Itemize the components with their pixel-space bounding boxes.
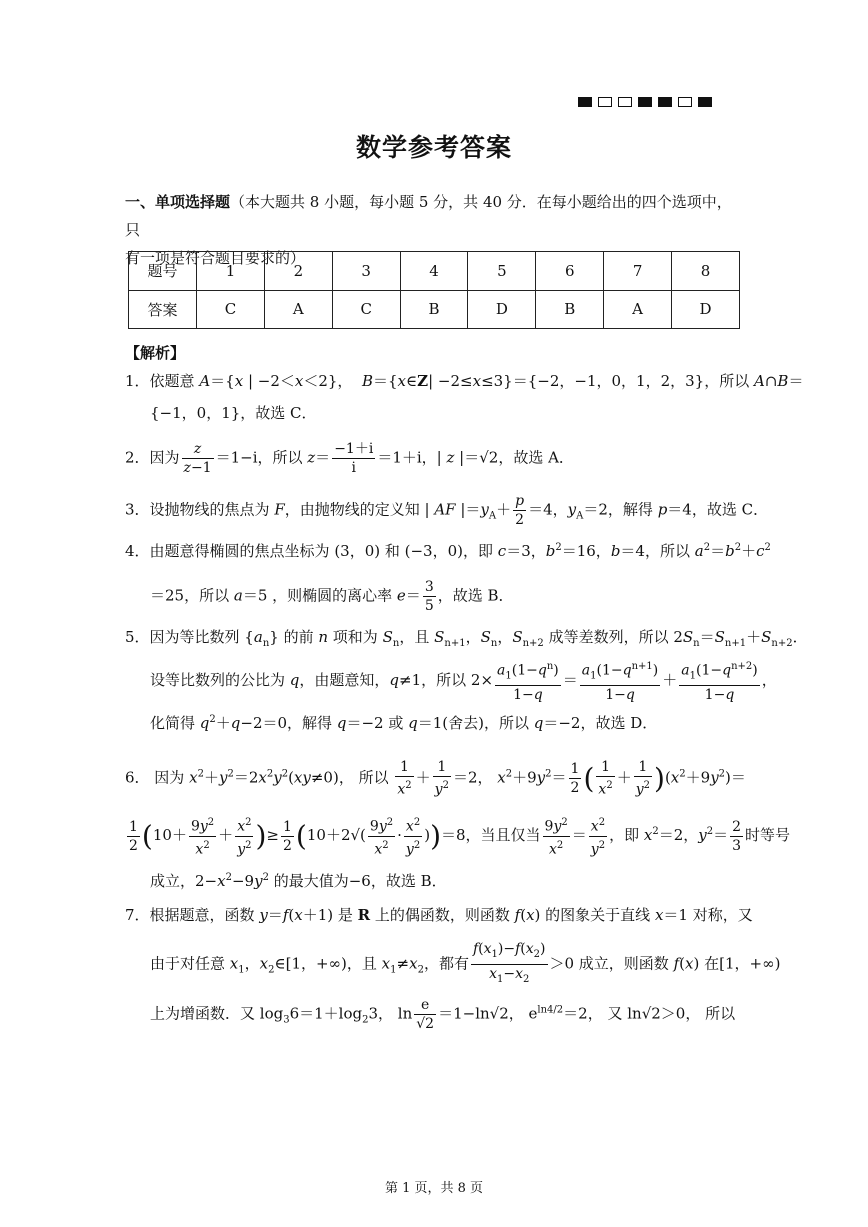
header-marks <box>578 97 712 109</box>
question-number: 6 <box>536 252 604 291</box>
answer-cell: A <box>264 290 332 329</box>
solution-6-cont: $\frac{1}{2}$ (10＋ $\frac{9y^2}{x^2}$ ＋ $\frac{x^2}{y^2}$ )≥ $\frac{1}{2}$ (10＋2√( $\frac{9y^2}{x^2}$ · $\frac{x^2}{y^2}$ ))＝8，当且仅当 $\frac{9y^2}{x^2}$ ＝ $\frac{x^2}{y^2}$ ，即 $x^2=2$，$y^2=$ $\frac{2}{3}$ 时等号 <box>125 814 745 858</box>
solution-5: 5．因为等比数列 $\{a_n\}$ 的前 n 项和为 $S_n$，且 $S_{n+1}$，$S_n$，$S_{n+2}$ 成等差数列，所以 $2S_n=S_{n+1}+S_{n+2}$． <box>125 628 808 649</box>
question-number: 4 <box>400 252 468 291</box>
solution-3: 3．设抛物线的焦点为 F，由抛物线的定义知 | AF $|=y_A+$ $\frac{p}{2}$ ＝4，$y_A=2$，解得 p＝4，故选 C． <box>125 493 769 528</box>
solution-5-cont: 设等比数列的公比为 q，由题意知，q≠1，所以 2× $\frac{a_1(1-q^n)}{1-q}$ ＝ $\frac{a_1(1-q^{n+1})}{1-q}$ ＋ $\frac{a_1(1-q^{n+2})}{1-q}$ ， <box>150 658 745 704</box>
question-number: 7 <box>604 252 672 291</box>
analysis-label: 【解析】 <box>125 344 186 362</box>
solution-6-cont2: 成立，$2-x^2-9y^2$ 的最大值为−6，故选 B． <box>150 872 447 890</box>
row-label: 答案 <box>129 290 197 329</box>
question-number: 5 <box>468 252 536 291</box>
solution-5-cont2: 化简得 $q^2+q-2=0$，解得 q＝−2 或 q＝1(舍去)，所以 q＝−2，故选 D． <box>150 714 658 732</box>
page-title: 数学参考答案 <box>355 133 512 162</box>
question-number: 8 <box>672 252 740 291</box>
answer-cell: B <box>536 290 604 329</box>
solution-1: 1．依题意 A＝{x | −2＜x＜2}， B＝{x∈Z| −2≤x≤3}＝{−2，−1，0，1，2，3}，所以 A∩B＝ <box>125 372 804 390</box>
solution-7-cont2: 上为增函数．又 $\log_36=1+\log_23$， ln $\frac{e}{√2}$ ＝1−ln√2， $e^{ln4/2}=2$， 又 ln√2＞0， 所以 <box>150 997 736 1032</box>
solution-1-cont: {−1，0，1}，故选 C． <box>150 404 317 422</box>
question-number: 2 <box>264 252 332 291</box>
section-desc: （本大题共 8 小题，每小题 5 分，共 40 分．在每小题给出的四个选项中，只 <box>125 193 732 239</box>
header-mark <box>698 97 712 107</box>
solution-4-cont: ＝25，所以 a＝5 ，则椭圆的离心率 e＝ $\frac{3}{5}$ ，故选 B． <box>150 579 514 614</box>
solution-7-cont: 由于对任意 $x_1$，$x_2\in[1$，+∞)，且 $x_1\ne x_2$，都有 $\frac{f(x_1)-f(x_2)}{x_1-x_2}$ ＞0 成立，则函数 f(x) 在[1，+∞) <box>150 941 781 985</box>
answer-cell: B <box>400 290 468 329</box>
answer-cell: C <box>332 290 400 329</box>
answer-cell: C <box>197 290 265 329</box>
header-mark <box>678 97 692 107</box>
answer-cell: D <box>672 290 740 329</box>
answer-cell: D <box>468 290 536 329</box>
header-mark <box>598 97 612 107</box>
table-row <box>129 252 740 291</box>
row-label: 题号 <box>129 252 197 291</box>
solution-2: 2．因为 $\frac{z}{z-1}$ ＝1−i，所以 z＝ $\frac{-1+i}{i}$ ＝1＋i，| z |＝√2，故选 A． <box>125 441 574 476</box>
section-desc-cont: 有一项是符合题目要求的） <box>125 249 306 267</box>
header-mark <box>638 97 652 107</box>
header-mark <box>578 97 592 107</box>
question-number: 3 <box>332 252 400 291</box>
question-number: 1 <box>197 252 265 291</box>
table-row <box>129 290 740 329</box>
solution-7: 7．根据题意，函数 y＝f(x＋1) 是 R 上的偶函数，则函数 f(x) 的图象关于直线 x＝1 对称，又 <box>125 906 753 924</box>
section-title: 一、单项选择题 <box>125 193 231 211</box>
page-footer: 第 1 页，共 8 页 <box>384 1181 484 1196</box>
header-mark <box>618 97 632 107</box>
answer-cell: A <box>604 290 672 329</box>
answer-table <box>128 251 740 329</box>
header-mark <box>658 97 672 107</box>
solution-4: 4．由题意得椭圆的焦点坐标为 (3，0) 和 (−3，0)，即 c＝3，$b^2=16$，b＝4，所以 $a^2=b^2+c^2$ <box>125 542 771 560</box>
solution-6: 6． 因为 $x^2+y^2=2x^2y^2(xy\ne 0)$， 所以 $\frac{1}{x^2}$ ＋ $\frac{1}{y^2}$ ＝2， $x^2+9y^2=$ $\frac{1}{2}$ ( $\frac{1}{x^2}$ ＋ $\frac{1}{y^2}$ )$(x^2+9y^2)=$ <box>125 759 746 798</box>
